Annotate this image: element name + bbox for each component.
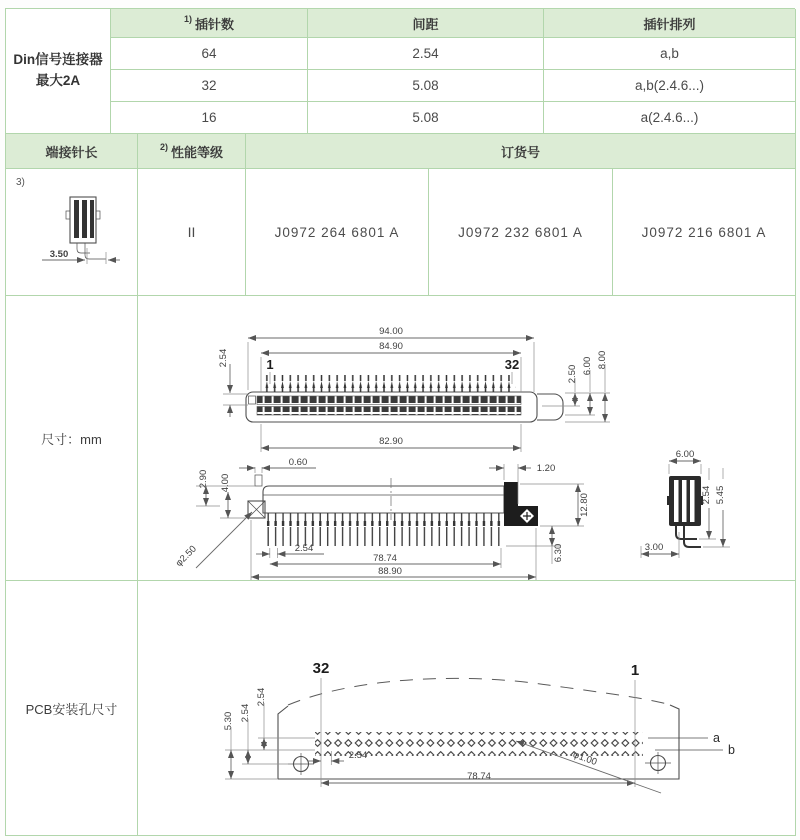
dim-hole-2-50: φ2.50: [173, 543, 199, 569]
pin-length-drawing-cell: [6, 169, 138, 296]
pin-1-label: 1: [266, 357, 274, 372]
product-line2: 最大2A: [35, 73, 81, 88]
header-pitch: 间距: [308, 9, 544, 38]
order-table: [5, 134, 795, 296]
footnote-ref-3: 3): [16, 177, 25, 188]
pin-32-label: 32: [504, 357, 520, 372]
pin-length-drawing: [6, 169, 137, 295]
dim-2-90: 2.90: [198, 469, 209, 489]
dim-6-00-side: 6.00: [675, 449, 695, 460]
dim-94: 94.00: [379, 326, 403, 337]
header-order-number: 订货号: [246, 134, 796, 169]
pin-1-label: 1: [630, 662, 640, 679]
dim-2-54-pitch: 2.54: [348, 750, 368, 761]
pitch-value: 5.08: [308, 102, 544, 134]
dim-1-20: 1.20: [536, 463, 556, 474]
dim-0-60: 0.60: [288, 457, 308, 468]
dim-2-54-hole: 2.54: [240, 703, 251, 723]
dim-8-00: 8.00: [597, 350, 608, 370]
pcb-drawing-cell: [138, 581, 796, 836]
header-pin-count: 1) 插针数: [111, 9, 308, 38]
dim-84-90: 84.90: [379, 341, 403, 352]
order-number: J0972 232 6801 A: [429, 169, 613, 296]
dim-pin-length: 3.50: [49, 249, 69, 260]
pitch-value: 5.08: [308, 70, 544, 102]
arrangement-value: a,b(2.4.6...): [544, 70, 796, 102]
dim-12-80: 12.80: [579, 493, 590, 517]
product-line1: Din信号连接器: [13, 52, 103, 68]
dimensions-section: [5, 296, 795, 581]
product-name-cell: [6, 9, 111, 134]
dim-6-30: 6.30: [553, 543, 564, 563]
top-view-drawing: [218, 326, 610, 452]
header-arrangement: 插针排列: [544, 9, 796, 38]
dim-2-54-pitch: 2.54: [294, 543, 314, 554]
dimensions-drawing: [138, 296, 795, 580]
dim-78-74: 78.74: [467, 771, 491, 782]
pcb-section: [5, 581, 795, 836]
row-a-label: a: [713, 731, 720, 745]
dim-2-50: 2.50: [567, 364, 578, 384]
mounting-hole-right: [645, 752, 671, 774]
order-number: J0972 216 6801 A: [613, 169, 796, 296]
footnote-ref-2: 2): [159, 142, 168, 152]
side-view-drawing: [641, 449, 730, 558]
row-b-label: b: [728, 743, 735, 757]
dimensions-drawing-cell: [138, 296, 796, 581]
dim-88-90: 88.90: [378, 566, 402, 577]
dim-hole-1-00: φ1.00: [571, 749, 599, 769]
pcb-drawing: [138, 581, 795, 835]
pitch-value: 2.54: [308, 38, 544, 70]
arrangement-value: a,b: [544, 38, 796, 70]
dim-78-74: 78.74: [373, 553, 397, 564]
footnote-ref-1: 1): [183, 14, 192, 24]
pcb-outline: [278, 678, 679, 779]
hole-row-a: [315, 732, 643, 744]
pcb-label: PCB安装孔尺寸: [6, 581, 138, 836]
pin-count-value: 32: [111, 70, 308, 102]
dim-5-30: 5.30: [223, 711, 234, 731]
dim-4-00: 4.00: [220, 473, 231, 493]
dim-6-00: 6.00: [582, 356, 593, 376]
dim-2-54-rows: 2.54: [218, 348, 229, 368]
header-pin-length: 端接针长: [6, 134, 138, 169]
dimensions-label: 尺寸：mm: [6, 296, 138, 581]
pin-32-label: 32: [312, 660, 330, 677]
datasheet: [5, 8, 795, 836]
spec-table: [5, 8, 795, 134]
dim-5-45: 5.45: [715, 485, 726, 505]
dim-2-54-rows: 2.54: [256, 687, 267, 707]
dim-2-54-side: 2.54: [701, 485, 712, 505]
header-grade: 2) 性能等级: [138, 134, 246, 169]
order-number: J0972 264 6801 A: [246, 169, 429, 296]
pin-count-value: 64: [111, 38, 308, 70]
arrangement-value: a(2.4.6...): [544, 102, 796, 134]
pin-count-value: 16: [111, 102, 308, 134]
front-view-drawing: [174, 457, 590, 580]
dim-3-00: 3.00: [644, 542, 664, 553]
grade-value: II: [138, 169, 246, 296]
dim-82-90: 82.90: [379, 436, 403, 447]
